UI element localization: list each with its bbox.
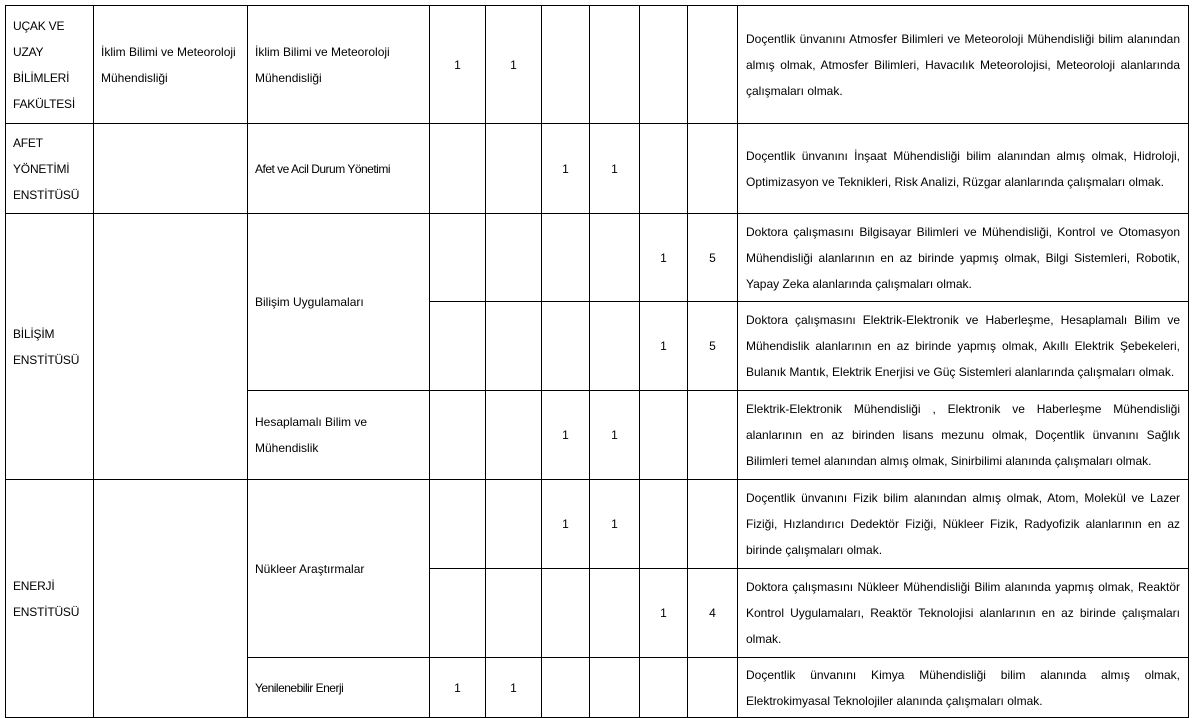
count-cell: 5: [688, 214, 738, 302]
empty-cell: [640, 124, 688, 214]
requirements-cell: Doktora çalışmasını Nükleer Mühendisliği Bilim alanında yapmış olmak, Reaktör Kontrol Uygulamaları, Reaktör Teknolojisi alanlarının en az birinde çalışmaları olmak.: [738, 569, 1189, 658]
empty-cell: [590, 569, 640, 658]
count-cell: 1: [590, 391, 640, 480]
faculty-cell: BİLİŞİM ENSTİTÜSÜ: [6, 214, 94, 480]
empty-cell: [486, 569, 542, 658]
empty-cell: [486, 302, 542, 391]
count-cell: 1: [590, 480, 640, 569]
empty-cell: [640, 6, 688, 124]
empty-cell: [542, 214, 590, 302]
requirements-cell: Doçentlik ünvanını Atmosfer Bilimleri ve Meteoroloji Mühendisliği bilim alanından almış olmak, Atmosfer Bilimleri, Havacılık Meteorolojisi, Meteoroloji alanlarında çalışmaları olmak.: [738, 6, 1189, 124]
faculty-cell: AFET YÖNETİMİ ENSTİTÜSÜ: [6, 124, 94, 214]
table-row: [6, 124, 1189, 214]
program-cell: Bilişim Uygulamaları: [248, 214, 430, 391]
count-cell: 4: [688, 569, 738, 658]
empty-cell: [688, 391, 738, 480]
empty-cell: [430, 302, 486, 391]
empty-cell: [640, 658, 688, 718]
table-row: [6, 214, 1189, 302]
count-cell: 1: [430, 6, 486, 124]
empty-cell: [542, 6, 590, 124]
table-row: [6, 480, 1189, 569]
empty-cell: [590, 658, 640, 718]
empty-cell: [542, 569, 590, 658]
empty-cell: [486, 391, 542, 480]
count-cell: 1: [640, 302, 688, 391]
requirements-cell: Elektrik-Elektronik Mühendisliği , Elektronik ve Haberleşme Mühendisliği alanlarının en az birinden lisans mezunu olmak, Doçentlik ünvanını Sağlık Bilimleri temel alanından almış olmak, Sinirbilimi alanında çalışmaları olmak.: [738, 391, 1189, 480]
faculty-cell: UÇAK VE UZAY BİLİMLERİ FAKÜLTESİ: [6, 6, 94, 124]
count-cell: 5: [688, 302, 738, 391]
empty-cell: [640, 391, 688, 480]
program-cell: Yenilenebilir Enerji: [248, 658, 430, 718]
requirements-cell: Doktora çalışmasını Bilgisayar Bilimleri ve Mühendisliği, Kontrol ve Otomasyon Mühendisliği alanlarının en az birinde yapmış olmak, Bilgi Sistemleri, Robotik, Yapay Zeka alanlarında çalışmaları olmak.: [738, 214, 1189, 302]
empty-cell: [486, 480, 542, 569]
empty-cell: [430, 214, 486, 302]
empty-cell: [430, 480, 486, 569]
empty-cell: [430, 569, 486, 658]
table-row: [6, 6, 1189, 124]
empty-cell: [486, 214, 542, 302]
empty-cell: [590, 6, 640, 124]
empty-cell: [542, 302, 590, 391]
count-cell: 1: [640, 214, 688, 302]
count-cell: 1: [430, 658, 486, 718]
empty-cell: [688, 658, 738, 718]
requirements-cell: Doktora çalışmasını Elektrik-Elektronik ve Haberleşme, Hesaplamalı Bilim ve Mühendislik alanlarının en az birinde yapmış olmak, Akıllı Elektrik Şebekeleri, Bulanık Mantık, Elektrik Enerjisi ve Güç Sistemleri alanlarında çalışmaları olmak.: [738, 302, 1189, 391]
empty-cell: [430, 124, 486, 214]
empty-cell: [688, 480, 738, 569]
empty-cell: [590, 214, 640, 302]
count-cell: 1: [542, 391, 590, 480]
requirements-cell: Doçentlik ünvanını İnşaat Mühendisliği bilim alanından almış olmak, Hidroloji, Optimizasyon ve Teknikleri, Risk Analizi, Rüzgar alanlarında çalışmaları olmak.: [738, 124, 1189, 214]
program-cell: Hesaplamalı Bilim ve Mühendislik: [248, 391, 430, 480]
empty-cell: [688, 6, 738, 124]
empty-cell: [94, 480, 248, 718]
program-cell: Nükleer Araştırmalar: [248, 480, 430, 658]
requirements-cell: Doçentlik ünvanını Fizik bilim alanından almış olmak, Atom, Molekül ve Lazer Fiziği, Hızlandırıcı Dedektör Fiziği, Nükleer Fizik, Radyofizik alanlarının en az birinde çalışmaları olmak.: [738, 480, 1189, 569]
empty-cell: [542, 658, 590, 718]
faculty-cell: ENERJİ ENSTİTÜSÜ: [6, 480, 94, 718]
count-cell: 1: [590, 124, 640, 214]
empty-cell: [94, 214, 248, 480]
empty-cell: [430, 391, 486, 480]
program-cell: İklim Bilimi ve Meteoroloji Mühendisliği: [248, 6, 430, 124]
count-cell: 1: [486, 6, 542, 124]
empty-cell: [590, 302, 640, 391]
count-cell: 1: [486, 658, 542, 718]
empty-cell: [486, 124, 542, 214]
empty-cell: [640, 480, 688, 569]
empty-cell: [688, 124, 738, 214]
program-cell: Afet ve Acil Durum Yönetimi: [248, 124, 430, 214]
requirements-cell: Doçentlik ünvanını Kimya Mühendisliği bilim alanında almış olmak, Elektrokimyasal Teknolojiler alanında çalışmaları olmak.: [738, 658, 1189, 718]
count-cell: 1: [640, 569, 688, 658]
count-cell: 1: [542, 480, 590, 569]
empty-cell: [94, 124, 248, 214]
count-cell: 1: [542, 124, 590, 214]
positions-table: [5, 5, 1189, 718]
department-cell: İklim Bilimi ve Meteoroloji Mühendisliği: [94, 6, 248, 124]
